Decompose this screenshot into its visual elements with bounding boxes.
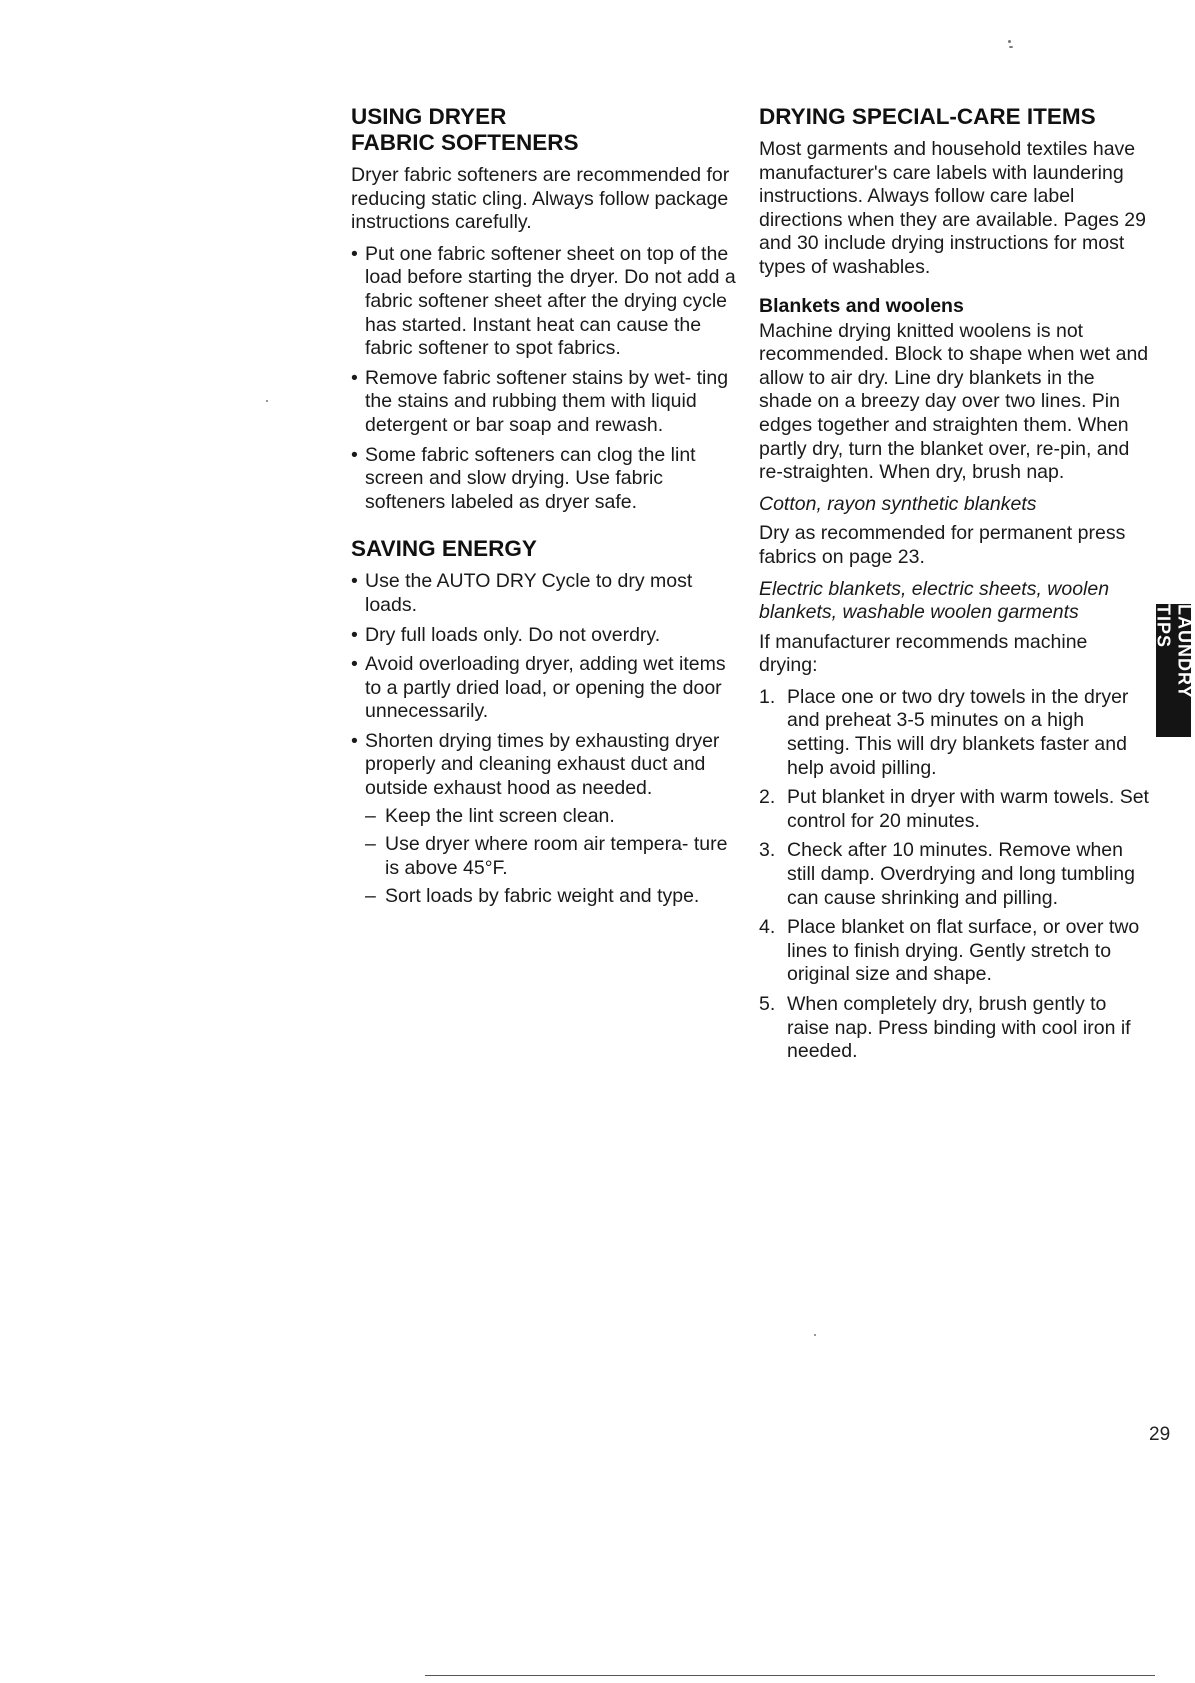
sub-list-item: – Use dryer where room air tempera- ture is above 45°F. [365,833,741,880]
page-number: 29 [1149,1424,1171,1445]
list-item-text: Shorten drying times by exhausting dryer properly and cleaning exhaust duct and outside exhaust hood as needed. [365,729,720,800]
side-tab-label: LAUNDRY TIPS [1153,604,1195,699]
step-item [759,786,1151,833]
list-item: • Dry full loads only. Do not overdry. [351,624,741,648]
step-text: Check after 10 minutes. Remove when still damp. Overdrying and long tumbling can cause shrinking and pilling. [787,839,1135,909]
list-item: • Remove fabric softener stains by wet- ting the stains and rubbing them with liquid detergent or bar soap and rewash. [351,367,741,438]
saving-energy-section [351,536,741,909]
scan-speck [1009,46,1013,48]
step-item [759,916,1151,987]
list-item: • Avoid overloading dryer, adding wet items to a partly dried load, or opening the door unnecessarily. [351,653,741,724]
cotton-text: Dry as recommended for permanent press fabrics on page 23. [759,522,1126,568]
energy-sub-list [365,805,741,909]
list-item: • Some fabric softeners can clog the lint screen and slow drying. Use fabric softeners labeled as dryer safe. [351,444,741,515]
heading-line-2: FABRIC SOFTENERS [351,130,579,155]
right-column [759,104,1151,1070]
step-number: 2. [759,786,776,809]
fabric-softeners-heading [351,104,741,156]
scan-speck [814,1334,816,1336]
fabric-softeners-list [351,243,741,515]
step-item [759,839,1151,910]
special-care-heading: DRYING SPECIAL-CARE ITEMS [759,104,1096,129]
step-number: 4. [759,916,776,939]
heading-line-1: USING DRYER [351,104,507,129]
cotton-heading: Cotton, rayon synthetic blankets [759,492,1037,515]
step-item [759,686,1151,780]
list-item: • Put one fabric softener sheet on top of the load before starting the dryer. Do not add a fabric softener sheet after the drying cycle has started. Instant heat can cause the fabric softener to spot fabrics. [351,243,741,361]
saving-energy-list [351,570,741,909]
electric-heading: Electric blankets, electric sheets, woolen blankets, washable woolen garments [759,577,1110,624]
step-text: Place blanket on flat surface, or over two lines to finish drying. Gently stretch to original size and shape. [787,916,1140,986]
fabric-softeners-intro: Dryer fabric softeners are recommended for reducing static cling. Always follow package instructions carefully. [351,164,730,234]
sub-list-item: – Keep the lint screen clean. [365,805,741,829]
list-item: • Use the AUTO DRY Cycle to dry most loads. [351,570,741,617]
step-item [759,993,1151,1064]
list-item [351,730,741,909]
electric-intro: If manufacturer recommends machine drying: [759,630,1088,677]
step-number: 5. [759,993,776,1015]
special-care-intro: Most garments and household textiles have manufacturer's care labels with laundering instructions. Always follow care label directions when they are available. Pages 29 and 30 include drying instructions for most types of washables. [759,138,1146,278]
step-text: Put blanket in dryer with warm towels. Set control for 20 minutes. [787,786,1149,832]
left-column [351,104,741,915]
blankets-text: Machine drying knitted woolens is not recommended. Block to shape when wet and allow to air dry. Line dry blankets in the shade on a breezy day over two lines. Pin edges together and straighten them. When partly dry, turn the blanket over, re-pin, and re-straighten. When dry, brush nap. [759,319,1149,484]
step-text: When completely dry, brush gently to raise nap. Press binding with cool iron if needed. [787,993,1131,1063]
special-care-section [759,104,1151,1064]
step-number: 1. [759,685,776,708]
fabric-softeners-section [351,104,741,514]
step-text: Place one or two dry towels in the dryer and preheat 3-5 minutes on a high setting. This will dry blankets faster and help avoid pilling. [787,685,1129,779]
saving-energy-heading: SAVING ENERGY [351,536,537,562]
scan-speck [1008,40,1011,43]
step-number: 3. [759,839,776,862]
footer-rule [425,1675,1155,1676]
blankets-heading: Blankets and woolens [759,294,964,317]
scan-speck [266,400,268,402]
drying-steps [759,686,1151,1064]
sub-list-item: – Sort loads by fabric weight and type. [365,885,741,909]
laundry-tips-tab [1153,604,1195,737]
